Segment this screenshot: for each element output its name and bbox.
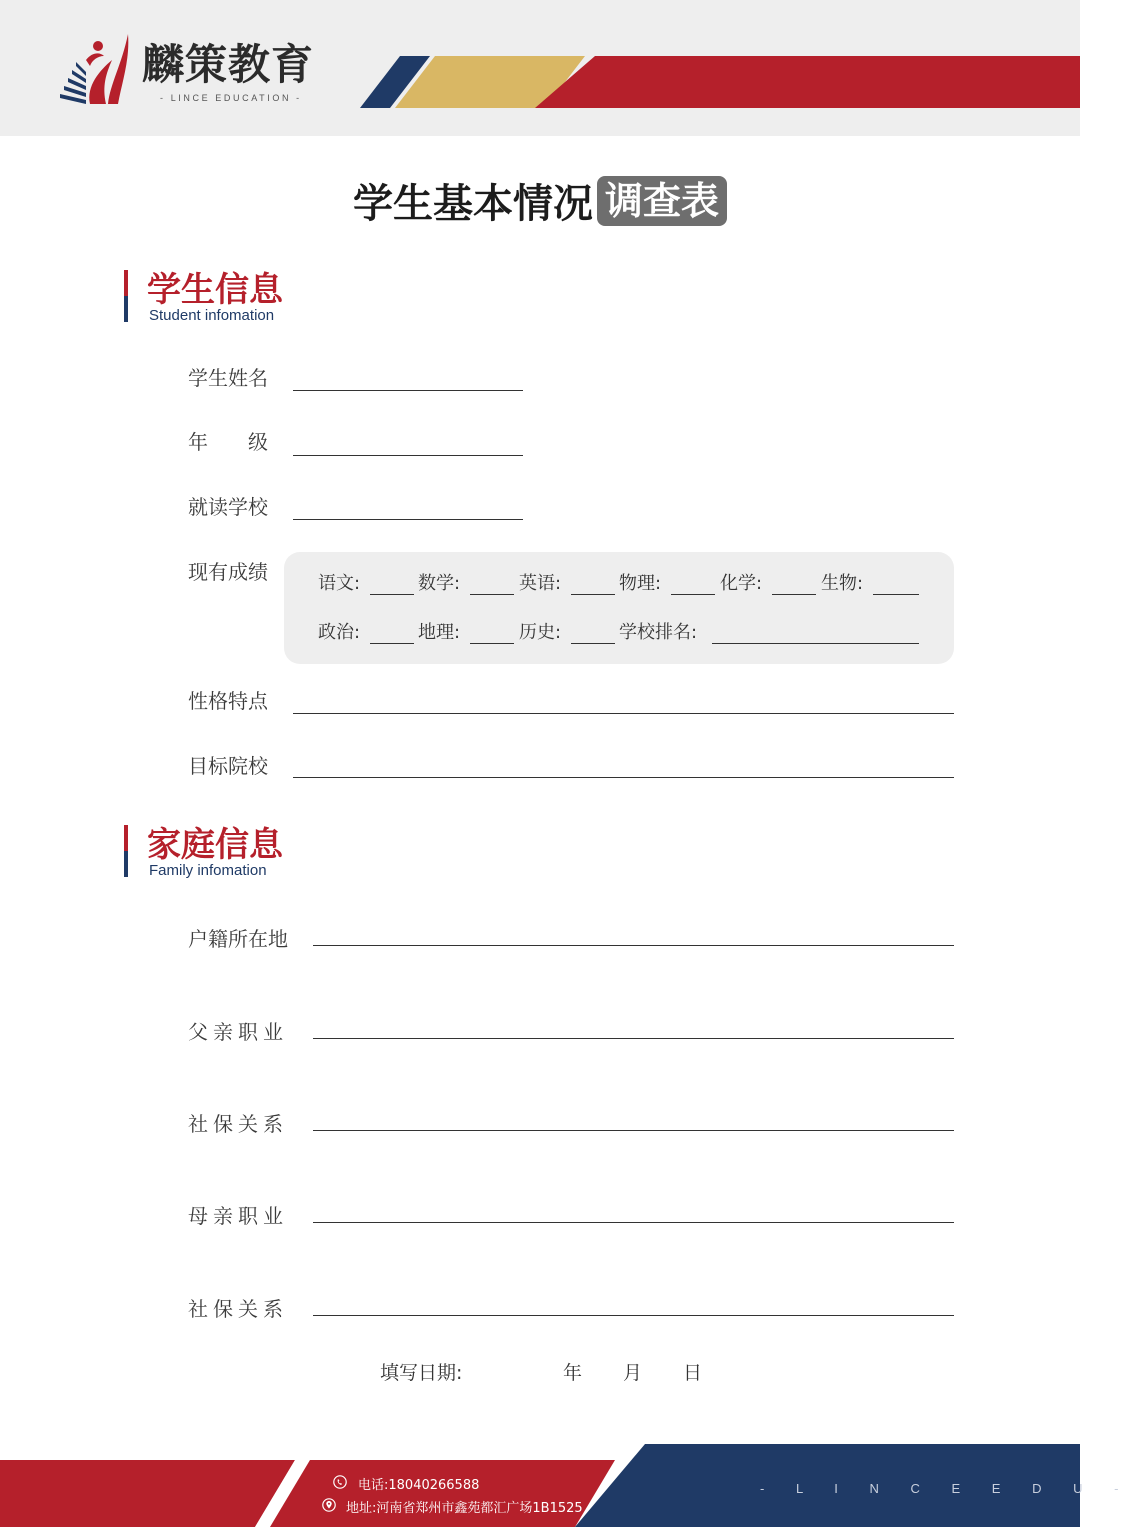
header-banner [0,0,1080,136]
subject-physics-label: 物理: [619,573,662,594]
hukou-label: 户籍所在地 [188,927,288,951]
phone-icon [333,1475,347,1489]
subject-history-field[interactable] [571,643,615,644]
date-day-unit: 日 [683,1362,703,1384]
social-security-field-2[interactable] [313,1315,954,1316]
subject-biology-field[interactable] [873,594,919,595]
mother-job-label: 母亲职业 [188,1204,288,1228]
family-section-title: 家庭信息 [147,825,283,865]
grade-field[interactable] [293,455,523,456]
target-school-label: 目标院校 [188,754,268,778]
subject-math-label: 数学: [418,573,461,594]
scores-label: 现有成绩 [188,560,268,584]
family-section-heading [124,825,424,881]
fill-date-label: 填写日期: [380,1362,463,1384]
target-school-field[interactable] [293,777,954,778]
subject-geography-field[interactable] [470,643,514,644]
subject-physics-field[interactable] [671,594,715,595]
subject-chemistry-label: 化学: [720,573,763,594]
location-pin-icon [322,1498,336,1512]
header-decorative-stripes [355,56,1080,108]
social-security-label-2: 社保关系 [188,1297,288,1321]
title-badge: 调查表 [597,176,727,226]
footer-address: 地址:河南省郑州市鑫苑都汇广场1B1525 [346,1501,583,1516]
heading-accent-blue [124,851,128,877]
title-main: 学生基本情况 [352,180,593,227]
subject-history-label: 历史: [519,622,562,643]
social-security-field-1[interactable] [313,1130,954,1131]
logo-wordmark: 麟策教育 [142,40,315,89]
hukou-field[interactable] [313,945,954,946]
subject-biology-label: 生物: [821,573,864,594]
student-section-heading [124,270,424,326]
father-job-label: 父亲职业 [188,1020,288,1044]
page-title [0,172,1080,229]
personality-label: 性格特点 [188,689,268,713]
school-rank-field[interactable] [712,643,919,644]
heading-accent-red [124,270,128,296]
social-security-label-1: 社保关系 [188,1112,288,1136]
date-year-unit: 年 [563,1362,583,1384]
student-name-label: 学生姓名 [188,366,268,390]
subject-chinese-label: 语文: [318,573,361,594]
grade-label: 年 级 [188,430,268,454]
scores-box [284,552,954,664]
subject-english-field[interactable] [571,594,615,595]
subject-chemistry-field[interactable] [772,594,816,595]
student-section-subtitle: Student infomation [149,307,275,324]
footer-brand: - L I N C E E D U - [760,1481,1132,1496]
footer-phone: 电话:18040266588 [358,1478,480,1493]
father-job-field[interactable] [313,1038,954,1039]
student-section-title: 学生信息 [147,270,283,310]
subject-geography-label: 地理: [418,622,461,643]
mother-job-field[interactable] [313,1222,954,1223]
subject-politics-field[interactable] [370,643,414,644]
date-month-unit: 月 [623,1362,643,1384]
school-field[interactable] [293,519,523,520]
subject-chinese-field[interactable] [370,594,414,595]
subject-politics-label: 政治: [318,622,361,643]
logo-book-icon [56,30,134,108]
subject-english-label: 英语: [519,573,562,594]
heading-accent-red [124,825,128,851]
logo-subtitle: - LINCE EDUCATION - [160,93,302,103]
subject-math-field[interactable] [470,594,514,595]
student-name-field[interactable] [293,390,523,391]
personality-field[interactable] [293,713,954,714]
school-label: 就读学校 [188,495,268,519]
family-section-subtitle: Family infomation [149,862,267,879]
school-rank-label: 学校排名: [619,622,698,643]
heading-accent-blue [124,296,128,322]
